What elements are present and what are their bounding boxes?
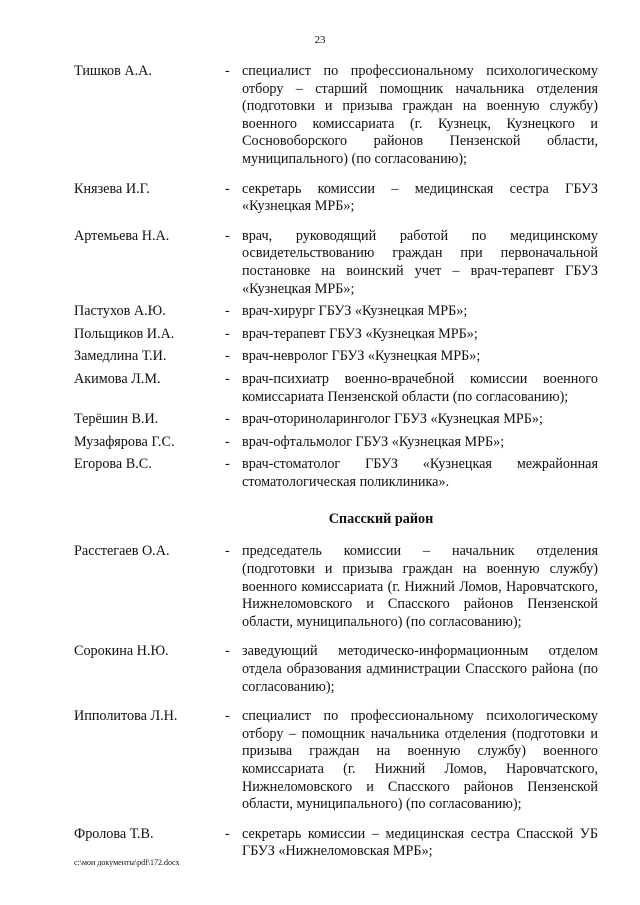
member-name: Егорова В.С. — [74, 456, 152, 473]
commission-member-entry — [74, 326, 598, 344]
member-name: Расстегаев О.А. — [74, 543, 170, 560]
separator-dash: - — [225, 411, 230, 428]
commission-member-entry — [74, 708, 598, 814]
commission-member-entry — [74, 303, 598, 321]
section-heading: Спасский район — [328, 511, 434, 528]
member-role: врач-стоматолог ГБУЗ «Кузнецкая межрайонная стоматологическая поликлиника». — [242, 456, 598, 490]
document-body — [74, 63, 598, 861]
member-name: Пастухов А.Ю. — [74, 303, 166, 320]
separator-dash: - — [225, 433, 230, 450]
separator-dash: - — [225, 643, 230, 660]
member-role: врач-хирург ГБУЗ «Кузнецкая МРБ»; — [242, 303, 468, 320]
member-name: Князева И.Г. — [74, 180, 150, 197]
member-role: председатель комиссии – начальник отделения (подготовки и призыва граждан на военную службу) военного комиссариата (г. Нижний Ломов, Наровчатского, Нижнеломовского и Спасского районов Пензенской области, муниципального) (по согласованию); — [242, 543, 598, 630]
member-role: врач-невролог ГБУЗ «Кузнецкая МРБ»; — [242, 348, 481, 365]
commission-member-entry — [74, 456, 598, 491]
separator-dash: - — [225, 370, 230, 387]
commission-member-entry — [74, 826, 598, 861]
member-name: Акимова Л.М. — [74, 370, 161, 387]
member-role: врач-офтальмолог ГБУЗ «Кузнецкая МРБ»; — [242, 433, 505, 450]
member-name: Фролова Т.В. — [74, 825, 154, 842]
page-number: 23 — [314, 34, 326, 46]
commission-member-entry — [74, 63, 598, 169]
separator-dash: - — [225, 63, 230, 79]
member-role: врач, руководящий работой по медицинскому освидетельствованию граждан при первоначальной постановке на воинский учет – врач-терапевт ГБУЗ «Кузнецкая МРБ»; — [242, 227, 598, 297]
separator-dash: - — [225, 180, 230, 197]
member-role: врач-оториноларинголог ГБУЗ «Кузнецкая МРБ»; — [242, 411, 543, 428]
commission-member-entry — [74, 348, 598, 366]
separator-dash: - — [225, 825, 230, 842]
separator-dash: - — [225, 303, 230, 320]
file-path-footer: c:\мои документы\pdf\172.docx — [74, 858, 180, 867]
member-name: Замедлина Т.И. — [74, 348, 167, 365]
member-role: врач-терапевт ГБУЗ «Кузнецкая МРБ»; — [242, 325, 478, 342]
member-role: секретарь комиссии – медицинская сестра ГБУЗ «Кузнецкая МРБ»; — [242, 180, 598, 215]
commission-member-entry — [74, 434, 598, 452]
member-name: Тишков А.А. — [74, 63, 152, 79]
commission-member-entry — [74, 181, 598, 216]
separator-dash: - — [225, 227, 230, 244]
separator-dash: - — [225, 325, 230, 342]
member-role: секретарь комиссии – медицинская сестра Спасской УБ ГБУЗ «Нижнеломовская МРБ»; — [242, 825, 598, 860]
member-role: специалист по профессиональному психологическому отбору – старший помощник начальника отделения (подготовки и призыва граждан на военную службу) военного комиссариата (г. Кузнецк, Кузнецкого и Сосновоборского районов Пензенской области, муниципального) (по согласованию); — [242, 63, 598, 167]
commission-member-entry — [74, 371, 598, 406]
member-name: Сорокина Н.Ю. — [74, 643, 169, 660]
member-role: специалист по профессиональному психологическому отбору – помощник начальника отделения (подготовки и призыва граждан на военную службу) военного комиссариата (г. Нижний Ломов, Наровчатского, Нижнеломовского и Спасского районов Пензенской области, муниципального) (по согласованию); — [242, 708, 598, 813]
member-name: Ипполитова Л.Н. — [74, 708, 178, 725]
separator-dash: - — [225, 456, 230, 473]
separator-dash: - — [225, 348, 230, 365]
commission-member-entry — [74, 411, 598, 429]
member-name: Артемьева Н.А. — [74, 227, 170, 244]
commission-member-entry — [74, 228, 598, 298]
commission-member-entry — [74, 543, 598, 631]
separator-dash: - — [225, 708, 230, 725]
member-name: Музафярова Г.С. — [74, 433, 175, 450]
separator-dash: - — [225, 543, 230, 560]
member-name: Польщиков И.А. — [74, 325, 175, 342]
member-role: заведующий методическо-информационным отделом отдела образования администрации Спасского района (по согласованию); — [242, 643, 598, 695]
member-role: врач-психиатр военно-врачебной комиссии военного комиссариата Пензенской области (по согласованию); — [242, 370, 598, 405]
member-name: Терёшин В.И. — [74, 411, 159, 428]
commission-member-entry — [74, 643, 598, 696]
